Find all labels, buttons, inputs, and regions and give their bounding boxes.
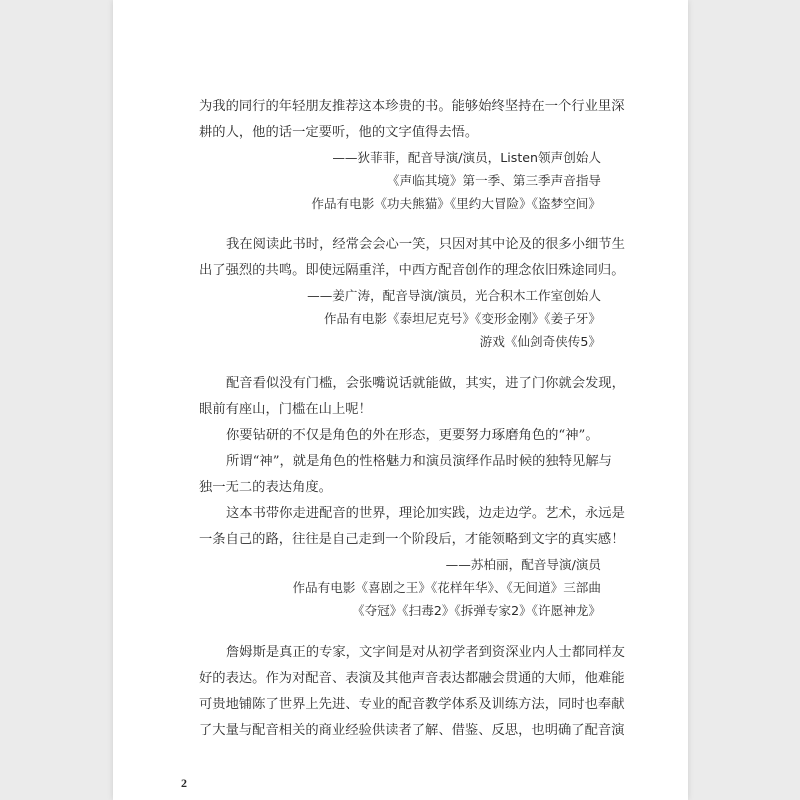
text-line: 我在阅读此书时，经常会会心一笑，只因对其中论及的很多小细节生 xyxy=(226,237,625,252)
block-spacer xyxy=(199,353,601,371)
endorsement-paragraph xyxy=(199,423,601,449)
page-body xyxy=(199,94,625,744)
attribution-line: ——姜广涛，配音导演/演员，光合积木工作室创始人 xyxy=(307,288,601,303)
text-line: 你要钻研的不仅是角色的外在形态，更要努力琢磨角色的“神”。 xyxy=(226,428,599,443)
attribution-line: 作品有电影《喜剧之王》《花样年华》、《无间道》三部曲 xyxy=(292,580,601,595)
block-spacer xyxy=(199,622,601,640)
attribution-line: 作品有电影《功夫熊猫》《里约大冒险》《盗梦空间》 xyxy=(311,196,601,211)
endorsement-paragraph xyxy=(199,640,625,744)
endorsement-paragraph xyxy=(199,232,625,284)
endorsement-paragraph xyxy=(199,371,625,423)
attribution-line: ——苏柏丽，配音导演/演员 xyxy=(445,557,601,572)
text-line: 独一无二的表达角度。 xyxy=(199,480,332,495)
text-line: 出了强烈的共鸣。即使远隔重洋，中西方配音创作的理念依旧殊途同归。 xyxy=(199,263,625,278)
endorsement-paragraph xyxy=(199,501,625,553)
text-line: 可贵地铺陈了世界上先进、专业的配音教学体系及训练方法，同时也奉献 xyxy=(199,697,625,712)
block-spacer xyxy=(199,215,601,232)
attribution-line: 游戏《仙剑奇侠传5》 xyxy=(479,334,601,349)
endorsement-block xyxy=(199,94,625,215)
endorsement-paragraph xyxy=(199,94,625,146)
attribution-line: 《夺冠》《扫毒2》《拆弹专家2》《许愿神龙》 xyxy=(351,603,601,618)
attribution-line: 作品有电影《泰坦尼克号》《变形金刚》《姜子牙》 xyxy=(323,311,601,326)
book-page xyxy=(113,0,688,800)
endorsement-paragraph xyxy=(199,449,612,501)
text-line: 这本书带你走进配音的世界，理论加实践，边走边学。艺术，永远是 xyxy=(226,506,625,521)
endorsement-block xyxy=(199,640,625,744)
page-number: 2 xyxy=(181,776,187,790)
text-line: 所谓“神”，就是角色的性格魅力和演员演绎作品时候的独特见解与 xyxy=(226,454,612,469)
attribution-line: ——狄菲菲，配音导演/演员，Listen领声创始人 xyxy=(332,150,601,165)
text-line: 为我的同行的年轻朋友推荐这本珍贵的书。能够始终坚持在一个行业里深 xyxy=(199,99,625,114)
text-line: 一条自己的路，往往是自己走到一个阶段后，才能领略到文字的真实感！ xyxy=(199,532,625,547)
text-line: 詹姆斯是真正的专家，文字间是对从初学者到资深业内人士都同样友 xyxy=(226,645,625,660)
text-line: 了大量与配音相关的商业经验供读者了解、借鉴、反思，也明确了配音演 xyxy=(199,723,625,738)
text-line: 耕的人，他的话一定要听，他的文字值得去悟。 xyxy=(199,125,479,140)
attribution-line: 《声临其境》第一季、第三季声音指导 xyxy=(386,173,601,188)
text-line: 好的表达。作为对配音、表演及其他声音表达都融会贯通的大师，他难能 xyxy=(199,671,625,686)
endorsement-block xyxy=(199,232,625,353)
endorsement-block xyxy=(199,371,625,622)
text-line: 配音看似没有门槛，会张嘴说话就能做，其实，进了门你就会发现， xyxy=(226,376,625,391)
text-line: 眼前有座山，门槛在山上呢！ xyxy=(199,402,372,417)
